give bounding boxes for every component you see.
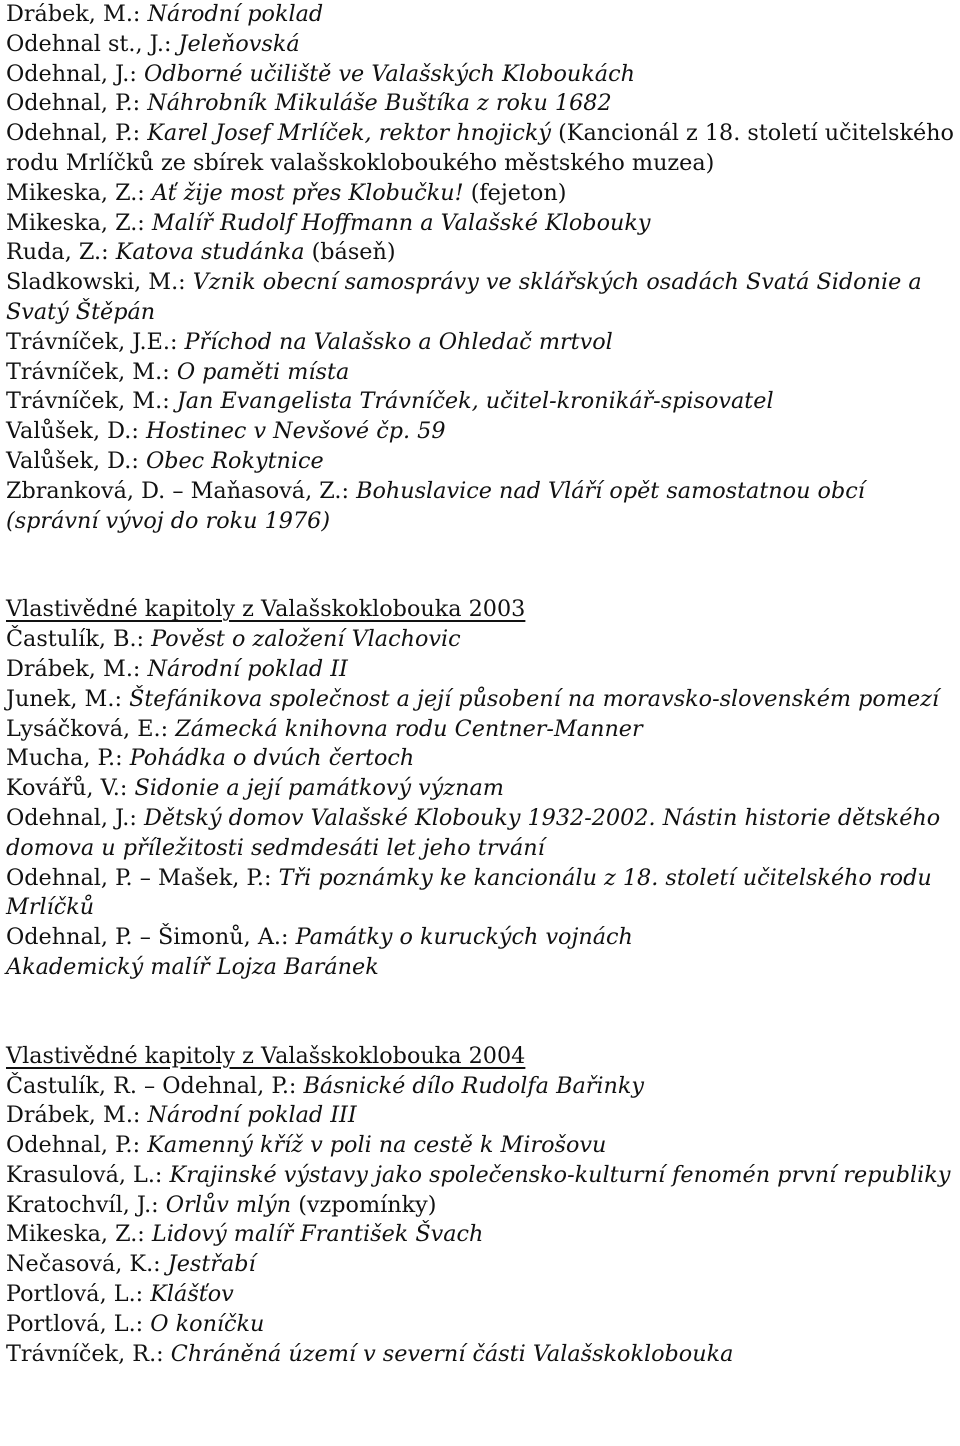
entry-author: Odehnal, P. – Mašek, P.: bbox=[6, 864, 279, 891]
entry-title: Ať žije most přes Klobučku! bbox=[151, 179, 464, 206]
entry-title: O koníčku bbox=[150, 1310, 265, 1337]
bibliography-entry bbox=[6, 625, 956, 655]
entry-title: Památky o kuruckých vojnách bbox=[295, 924, 633, 951]
entry-author: Mikeska, Z.: bbox=[6, 209, 152, 236]
bibliography-entry bbox=[6, 744, 956, 774]
entry-author: Kovářů, V.: bbox=[6, 775, 135, 802]
bibliography-entry bbox=[6, 209, 956, 239]
entry-title: Malíř Rudolf Hoffmann a Valašské Klobouky bbox=[151, 209, 651, 236]
entry-author: Častulík, R. – Odehnal, P.: bbox=[6, 1072, 304, 1099]
entry-note: (fejeton) bbox=[463, 179, 567, 206]
entry-title: Bohuslavice nad Vláří opět samostatnou obcí (správní vývoj do roku 1976) bbox=[6, 477, 865, 534]
entry-author: Trávníček, J.E.: bbox=[6, 328, 185, 355]
document-page bbox=[6, 0, 956, 1369]
entry-title: Sidonie a její památkový význam bbox=[134, 775, 504, 802]
bibliography-entry bbox=[6, 655, 956, 685]
entry-title: Básnické dílo Rudolfa Bařinky bbox=[303, 1072, 645, 1099]
entry-author: Ruda, Z.: bbox=[6, 239, 116, 266]
entry-note: (vzpomínky) bbox=[291, 1191, 437, 1218]
entry-title: Štefánikova společnost a její působení na moravsko-slovenském pomezí bbox=[129, 685, 940, 712]
section-heading-2003: Vlastivědné kapitoly z Valašskoklobouka 2003 bbox=[6, 596, 526, 623]
entry-author: Mucha, P.: bbox=[6, 745, 130, 772]
entry-author: Portlová, L.: bbox=[6, 1281, 151, 1308]
entry-author: Častulík, B.: bbox=[6, 626, 152, 653]
entry-author: Portlová, L.: bbox=[6, 1310, 151, 1337]
entry-title: Jestřabí bbox=[167, 1251, 256, 1278]
entry-author: Junek, M.: bbox=[6, 685, 130, 712]
bibliography-entry bbox=[6, 1131, 956, 1161]
entry-author: Odehnal, J.: bbox=[6, 60, 144, 87]
entry-title: Národní poklad III bbox=[147, 1102, 357, 1129]
entry-title: Karel Josef Mrlíček, rektor hnojický bbox=[147, 120, 552, 147]
entry-author: Odehnal, P.: bbox=[6, 1132, 148, 1159]
entry-title: Orlův mlýn bbox=[165, 1191, 292, 1218]
bibliography-entry bbox=[6, 358, 956, 388]
bibliography-entry bbox=[6, 1250, 956, 1280]
entry-title: Odborné učiliště ve Valašských Kloboukách bbox=[143, 60, 635, 87]
entry-title: Národní poklad bbox=[147, 1, 324, 27]
entry-title: Jeleňovská bbox=[178, 30, 300, 57]
bibliography-entry bbox=[6, 0, 956, 30]
entry-title: Chráněná území v severní části Valašskoklobouka bbox=[170, 1340, 734, 1367]
entry-author: Trávníček, R.: bbox=[6, 1340, 171, 1367]
entry-author: Zbranková, D. – Maňasová, Z.: bbox=[6, 477, 357, 504]
bibliography-entry bbox=[6, 715, 956, 745]
bibliography-entry bbox=[6, 477, 956, 537]
bibliography-entry bbox=[6, 417, 956, 447]
entry-title: O paměti místa bbox=[176, 358, 350, 385]
bibliography-entry bbox=[6, 1220, 956, 1250]
entry-author: Lysáčková, E.: bbox=[6, 715, 176, 742]
entry-author: Mikeska, Z.: bbox=[6, 179, 152, 206]
entry-author: Sladkowski, M.: bbox=[6, 269, 193, 296]
entry-title: Národní poklad II bbox=[147, 655, 348, 682]
entry-title: Pověst o založení Vlachovic bbox=[151, 626, 461, 653]
entry-title: Lidový malíř František Švach bbox=[151, 1221, 484, 1248]
entry-note: (báseň) bbox=[304, 239, 396, 266]
bibliography-entry bbox=[6, 328, 956, 358]
section-spacer bbox=[6, 983, 956, 1042]
bibliography-entry bbox=[6, 30, 956, 60]
bibliography-entry bbox=[6, 685, 956, 715]
entry-title: Krajinské výstavy jako společensko-kulturní fenomén první republiky bbox=[169, 1161, 951, 1188]
bibliography-entry bbox=[6, 60, 956, 90]
entry-author: Odehnal, P. – Šimonů, A.: bbox=[6, 924, 296, 951]
entry-author: Odehnal st., J.: bbox=[6, 30, 179, 57]
entry-author: Drábek, M.: bbox=[6, 1, 148, 27]
section-spacer bbox=[6, 536, 956, 595]
section-heading-2004: Vlastivědné kapitoly z Valašskoklobouka 2004 bbox=[6, 1042, 526, 1069]
entry-author: Trávníček, M.: bbox=[6, 388, 177, 415]
entry-title: Náhrobník Mikuláše Buštíka z roku 1682 bbox=[147, 90, 612, 117]
bibliography-entry bbox=[6, 1280, 956, 1310]
bibliography-entry bbox=[6, 1161, 956, 1191]
entry-author: Valůšek, D.: bbox=[6, 447, 146, 474]
bibliography-entry bbox=[6, 179, 956, 209]
bibliography-entry bbox=[6, 1072, 956, 1102]
bibliography-entry bbox=[6, 387, 956, 417]
section-2004 bbox=[6, 1042, 956, 1370]
entry-title: Vznik obecní samosprávy ve sklářských osadách Svatá Sidonie a Svatý Štěpán bbox=[6, 269, 922, 325]
entry-author: Trávníček, M.: bbox=[6, 358, 177, 385]
entry-title: Příchod na Valašsko a Ohledač mrtvol bbox=[184, 328, 613, 355]
entry-author: Nečasová, K.: bbox=[6, 1251, 168, 1278]
bibliography-entry bbox=[6, 923, 956, 953]
bibliography-entry bbox=[6, 804, 956, 864]
bibliography-entry bbox=[6, 1191, 956, 1221]
entry-title: Pohádka o dvúch čertoch bbox=[129, 745, 415, 772]
entry-note: (Kancionál z 18. století učitelského rodu Mrlíčků ze sbírek valašskokloboukého městského muzea) bbox=[6, 120, 954, 176]
entry-author: Odehnal, J.: bbox=[6, 804, 144, 831]
bibliography-entry bbox=[6, 1310, 956, 1340]
entry-author: Mikeska, Z.: bbox=[6, 1221, 152, 1248]
entry-title: Tři poznámky ke kancionálu z 18. století učitelského rodu Mrlíčků bbox=[6, 864, 932, 921]
bibliography-entry bbox=[6, 447, 956, 477]
bibliography-entry bbox=[6, 953, 956, 983]
entry-author: Kratochvíl, J.: bbox=[6, 1191, 166, 1218]
entry-author: Drábek, M.: bbox=[6, 1102, 148, 1129]
entry-author: Drábek, M.: bbox=[6, 655, 148, 682]
bibliography-entry bbox=[6, 1101, 956, 1131]
entry-author: Odehnal, P.: bbox=[6, 120, 148, 147]
section-2003 bbox=[6, 595, 956, 982]
bibliography-entry bbox=[6, 1340, 956, 1370]
bibliography-entry bbox=[6, 89, 956, 119]
bibliography-list-2004 bbox=[6, 1072, 956, 1370]
entry-author: Odehnal, P.: bbox=[6, 90, 148, 117]
bibliography-entry bbox=[6, 238, 956, 268]
bibliography-list bbox=[6, 0, 956, 536]
entry-author: Valůšek, D.: bbox=[6, 418, 146, 445]
entry-title: Klášťov bbox=[150, 1281, 234, 1308]
entry-title: Obec Rokytnice bbox=[145, 447, 324, 474]
entry-title: Zámecká knihovna rodu Centner-Manner bbox=[175, 715, 643, 742]
entry-title: Kamenný kříž v poli na cestě k Mirošovu bbox=[147, 1132, 607, 1159]
entry-title: Hostinec v Nevšové čp. 59 bbox=[145, 418, 446, 445]
entry-title: Dětský domov Valašské Klobouky 1932-2002. Nástin historie dětského domova u příležitosti sedmdesáti let jeho trvání bbox=[6, 804, 941, 861]
bibliography-entry bbox=[6, 119, 956, 179]
entry-title: Jan Evangelista Trávníček, učitel-kronikář-spisovatel bbox=[176, 388, 774, 415]
bibliography-list-2003 bbox=[6, 625, 956, 983]
entry-title: Akademický malíř Lojza Baránek bbox=[6, 953, 379, 980]
entry-author: Krasulová, L.: bbox=[6, 1161, 170, 1188]
bibliography-entry bbox=[6, 864, 956, 924]
bibliography-entry bbox=[6, 268, 956, 328]
bibliography-entry bbox=[6, 774, 956, 804]
entry-title: Katova studánka bbox=[115, 239, 305, 266]
